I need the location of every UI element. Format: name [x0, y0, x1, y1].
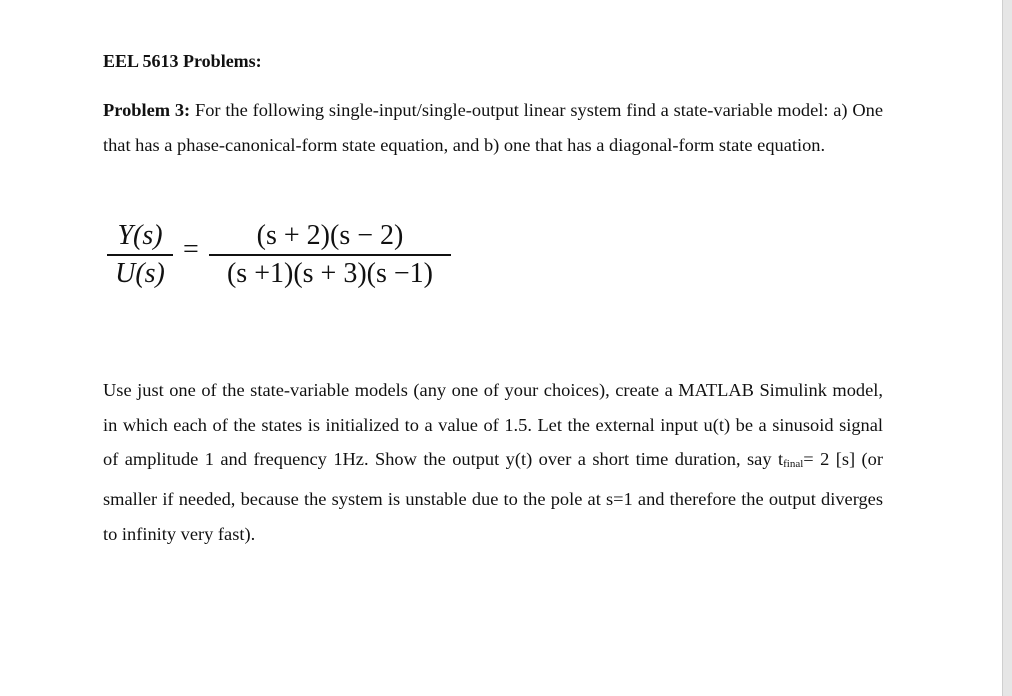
- transfer-function-equation: [103, 218, 463, 308]
- equals-sign: =: [183, 234, 199, 265]
- simulink-text-part1: Use just one of the state-variable models (any one of your choices), create a MATLAB Simulink model, in which each of the states is initialized to a value of 1.5. Let the external input u(t) be a sinusoid signal of amplitude 1 and frequency 1Hz. Show the output y(t) over a short time duration, say t: [103, 380, 883, 470]
- simulink-paragraph: [103, 373, 883, 552]
- rhs-denominator: (s +1)(s + 3)(s −1): [226, 258, 433, 289]
- rhs-fraction-bar: [209, 254, 451, 256]
- vertical-scrollbar[interactable]: [1002, 0, 1012, 696]
- document-heading: EEL 5613 Problems:: [103, 51, 262, 71]
- problem-paragraph: [103, 93, 883, 162]
- t-final-subscript: final: [783, 458, 804, 471]
- lhs-denominator: U(s): [115, 258, 165, 289]
- lhs-fraction-bar: [107, 254, 173, 256]
- simulink-text-part2: = 2 [s] (or smaller if needed, because the system is unstable due to the pole at s=1 and therefore the output diverges to infinity very fast).: [103, 449, 883, 544]
- lhs-fraction: [107, 220, 173, 290]
- rhs-numerator: (s + 2)(s − 2): [256, 220, 404, 251]
- problem-label: Problem 3:: [103, 100, 191, 120]
- rhs-fraction: [209, 220, 451, 290]
- lhs-numerator: Y(s): [117, 220, 163, 251]
- problem-text: For the following single-input/single-output linear system find a state-variable model: a) One that has a phase-canonical-form state equation, and b) one that has a diagonal-form state equation.: [103, 100, 883, 155]
